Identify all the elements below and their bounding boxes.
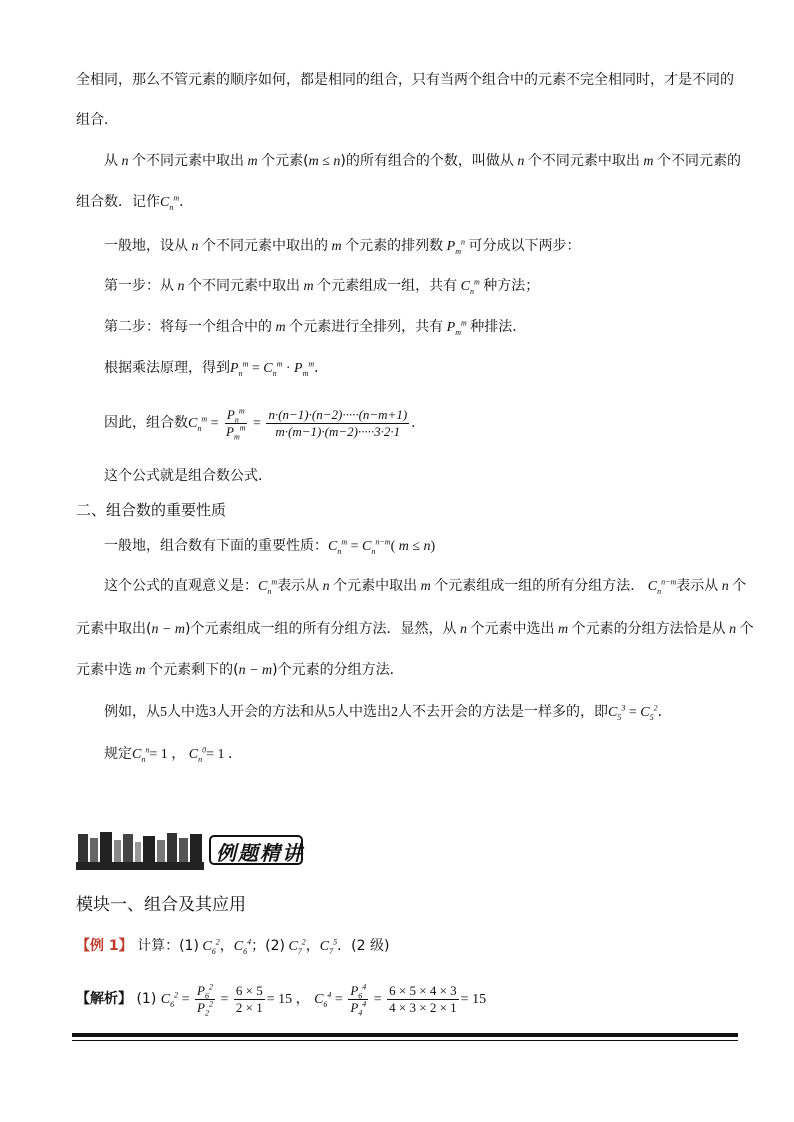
footer-rule-thin <box>72 1040 738 1041</box>
paragraph-line: 一般地，设从 n 个不同元素中取出的 m 个元素的排列数 $P_m^n$ 可分成以下两步： <box>104 237 581 256</box>
banner-title: 例题精讲 <box>216 841 304 865</box>
solution-line: 【解析】 (1) $C_6^2$ = $\frac{P_6^2}{P_2^2}$ = $\frac{6 \times 5}{2 \times 1}$ = 15 ， $C_6^4$ = $\frac{P_6^4}{P_4^4}$ = $\frac{6 \times 5 \times 4 \times 3}{4 \times 3 \times 2 \times 1}$ = 15 <box>76 982 487 1018</box>
solution-tag: 【解析】 <box>76 991 132 1007</box>
section-banner <box>76 828 306 872</box>
definition-line: 组合数．记作$C_n^m$． <box>76 193 194 212</box>
step-one-line: 第一步：从 n 个不同元素中取出 m 个元素组成一组，共有 $C_n^m$ 种方法； <box>104 277 540 296</box>
combination-formula: 因此，组合数$C_n^m$ = $\frac{P_n^m}{P_m^m}$ = $\frac{n\cdot(n-1)\cdot(n-2)\cdot\cdot\cdot\cdot\cdot(n-m+1)}{m\cdot(m-1)\cdot(m-2)\cdot\cdot\cdot\cdot\cdot 3\cdot 2\cdot 1}$ ． <box>104 406 426 442</box>
paragraph-line: 这个公式就是组合数公式． <box>104 468 272 484</box>
example-tag: 【例 1】 <box>76 938 133 954</box>
formula-line: 根据乘法原理，得到$P_n^m = C_n^m \cdot P_m^m$． <box>104 359 329 378</box>
example-question: 【例 1】 计算：(1) $C_6^2$，$C_6^4$；(2) $C_7^2$，$C_7^5$．(2 级) <box>76 937 390 956</box>
section-heading: 二、组合数的重要性质 <box>76 501 227 519</box>
paragraph-line: 全相同，那么不管元素的顺序如何，都是相同的组合，只有当两个组合中的元素不完全相同时，才是不同的 <box>76 72 734 88</box>
footer-rule <box>72 1033 738 1037</box>
paragraph-line: 元素中选 m 个元素剩下的(n − m)个元素的分组方法． <box>76 662 404 678</box>
paragraph-line: 元素中取出(n − m)个元素组成一组的所有分组方法．显然，从 n 个元素中选出 m 个元素的分组方法恰是从 n 个 <box>76 621 754 637</box>
rule-line: 规定$C_n^n= 1$ ， $C_n^0= 1$ ． <box>104 745 242 764</box>
property-line: 一般地，组合数有下面的重要性质：$C_n^m = C_n^{n-m}$( m ≤ n) <box>104 537 436 556</box>
definition-line: 从 n 个不同元素中取出 m 个元素(m ≤ n)的所有组合的个数，叫做从 n 个不同元素中取出 m 个不同元素的 <box>104 153 741 169</box>
paragraph-line: 组合． <box>76 112 118 128</box>
example-line: 例如，从5人中选3人开会的方法和从5人中选出2人不去开会的方法是一样多的，即$C_5^3 = C_5^2$． <box>104 703 672 722</box>
module-title: 模块一、组合及其应用 <box>76 895 246 915</box>
step-two-line: 第二步：将每一个组合中的 m 个元素进行全排列，共有 $P_m^m$ 种排法． <box>104 318 527 337</box>
paragraph-line: 这个公式的直观意义是：$C_n^m$表示从 n 个元素中取出 m 个元素组成一组的所有分组方法． $C_n^{n-m}$表示从 n 个 <box>104 577 747 596</box>
